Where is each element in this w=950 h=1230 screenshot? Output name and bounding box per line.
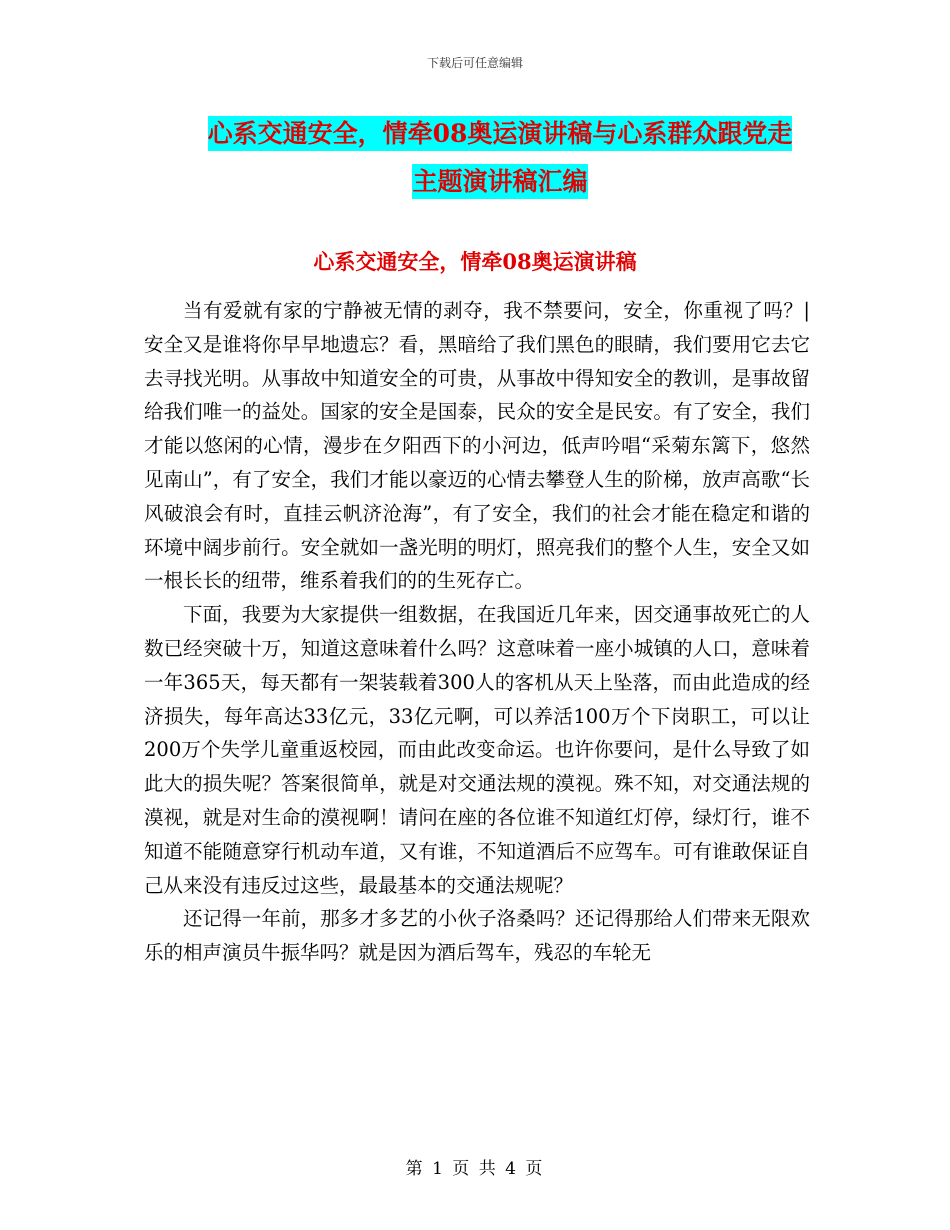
paragraph: 还记得一年前，那多才多艺的小伙子洛桑吗？还记得那给人们带来无限欢乐的相声演员牛振华吗？就是因为酒后驾车，残忍的车轮无	[144, 907, 810, 965]
section-title: 心系交通安全，情牵08奥运演讲稿	[313, 249, 637, 274]
paragraph: 下面，我要为大家提供一组数据，在我国近几年来，因交通事故死亡的人数已经突破十万，知道这意味着什么吗？这意味着一座小城镇的人口，意味着一年365天，每天都有一架装载着300人的客机从天上坠落，而由此造成的经济损失，每年高达33亿元，33亿元啊，可以养活100万个下岗职工，可以让200万个失学儿童重返校园，而由此改变命运。也许你要问，是什么导致了如此大的损失呢？答案很简单，就是对交通法规的漠视。殊不知，对交通法规的漠视，就是对生命的漠视啊！请问在座的各位谁不知道红灯停，绿灯行，谁不知道不能随意穿行机动车道，又有谁，不知道酒后不应驾车。可有谁敢保证自己从来没有违反过这些，最最基本的交通法规呢？	[144, 603, 810, 897]
page-header-note: 下载后可任意编辑	[426, 56, 523, 70]
document-title	[100, 110, 900, 206]
page-number-footer: 第 1 页 共 4 页	[405, 1159, 545, 1179]
document-title-line-1: 心系交通安全，情牵08奥运演讲稿与心系群众跟党走	[208, 116, 793, 151]
document-body	[144, 294, 810, 970]
paragraph: 当有爱就有家的宁静被无情的剥夺，我不禁要问，安全，你重视了吗？|安全又是谁将你早早地遗忘？看，黑暗给了我们黑色的眼睛，我们要用它去它去寻找光明。从事故中知道安全的可贵，从事故中得知安全的教训，是事故留给我们唯一的益处。国家的安全是国泰，民众的安全是民安。有了安全，我们才能以悠闲的心情，漫步在夕阳西下的小河边，低声吟唱“采菊东篱下，悠然见南山”，有了安全，我们才能以豪迈的心情去攀登人生的阶梯，放声高歌“长风破浪会有时，直挂云帆济沧海”，有了安全，我们的社会才能在稳定和谐的环境中阔步前行。安全就如一盏光明的明灯，照亮我们的整个人生，安全又如一根长长的纽带，维系着我们的的生死存亡。	[144, 299, 810, 593]
document-title-line-2: 主题演讲稿汇编	[412, 164, 587, 199]
